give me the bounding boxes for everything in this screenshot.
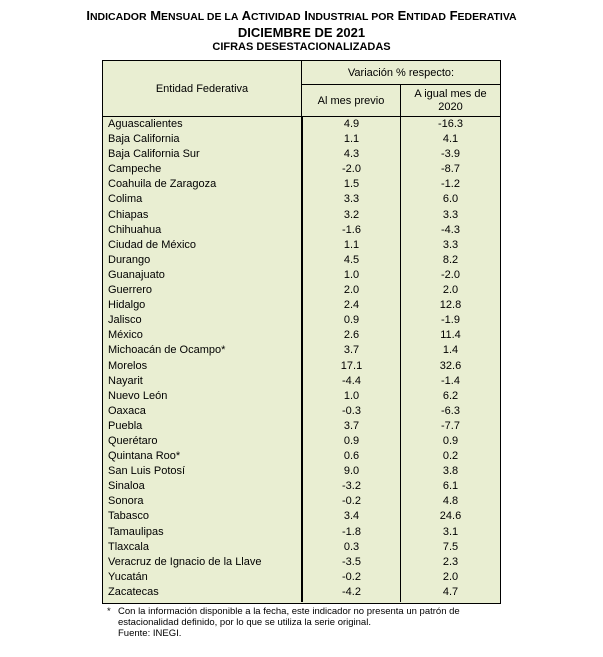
prev-month-cell: -0.2 <box>342 570 361 583</box>
header-variation-group: Variación % respecto: <box>302 61 500 85</box>
table-row <box>103 479 500 494</box>
entity-cell: Hidalgo <box>108 299 146 312</box>
entity-cell: San Luis Potosí <box>108 465 186 478</box>
table-row <box>103 449 500 464</box>
same-month-cell: 2.0 <box>442 570 459 583</box>
same-month-cell: -16.3 <box>437 118 464 130</box>
entity-cell: Nayarit <box>108 374 143 387</box>
footnotes <box>107 606 507 639</box>
entity-cell: Michoacán de Ocampo* <box>108 344 226 357</box>
table-row <box>103 540 500 555</box>
prev-month-cell: -3.5 <box>342 555 361 568</box>
table-row <box>103 313 500 328</box>
same-month-cell: 4.1 <box>442 133 459 146</box>
entity-cell: Chihuahua <box>108 223 162 236</box>
prev-month-cell: 17.1 <box>340 359 363 372</box>
table-row <box>103 132 500 147</box>
same-month-cell: -1.9 <box>441 314 460 327</box>
table-row <box>103 525 500 540</box>
same-month-cell: -8.7 <box>441 163 460 176</box>
entity-cell: Baja California <box>108 133 180 146</box>
same-month-cell: 3.3 <box>442 208 459 221</box>
footnote-text: Con la información disponible a la fecha, este indicador no presenta un patrón de estacionalidad definido, por lo que se utiliza la serie original. <box>118 606 460 628</box>
entity-cell: Yucatán <box>108 570 148 583</box>
table-row <box>103 434 500 449</box>
prev-month-cell: 3.4 <box>343 510 360 523</box>
prev-month-cell: 4.3 <box>343 148 360 161</box>
prev-month-cell: 4.9 <box>343 118 360 130</box>
same-month-cell: 2.3 <box>442 555 459 568</box>
data-table <box>102 60 501 604</box>
prev-month-cell: 0.9 <box>343 434 360 447</box>
same-month-cell: -6.3 <box>441 404 460 417</box>
entity-cell: Baja California Sur <box>108 148 200 161</box>
entity-cell: Querétaro <box>108 434 158 447</box>
same-month-cell: -1.2 <box>441 178 460 191</box>
table-row <box>103 555 500 570</box>
prev-month-cell: -1.6 <box>342 223 361 236</box>
same-month-cell: 2.0 <box>442 284 459 297</box>
same-month-cell: 4.8 <box>442 495 459 508</box>
entity-cell: Tabasco <box>108 510 149 523</box>
table-row <box>103 192 500 207</box>
same-month-cell: 0.2 <box>442 450 459 463</box>
same-month-cell: 3.8 <box>442 465 459 478</box>
table-row <box>103 268 500 283</box>
prev-month-cell: 3.7 <box>343 419 360 432</box>
same-month-cell: 6.1 <box>442 480 459 493</box>
prev-month-cell: 2.4 <box>343 299 360 312</box>
entity-cell: Tlaxcala <box>108 540 149 553</box>
report-title: INDICADOR MENSUAL DE LA ACTIVIDAD INDUSTRIAL POR ENTIDAD FEDERATIVA <box>86 8 517 23</box>
entity-cell: Chiapas <box>108 208 149 221</box>
same-month-cell: 24.6 <box>439 510 462 523</box>
table-body <box>103 117 500 600</box>
table-row <box>103 283 500 298</box>
header-same-month-2020: A igual mes de 2020 <box>414 87 487 113</box>
same-month-cell: -1.4 <box>441 374 460 387</box>
prev-month-cell: 1.5 <box>343 178 360 191</box>
source-note: Fuente: INEGI. <box>118 628 182 639</box>
prev-month-cell: -4.4 <box>342 374 361 387</box>
table-row <box>103 464 500 479</box>
same-month-cell: -2.0 <box>441 268 460 281</box>
same-month-cell: -4.3 <box>441 223 460 236</box>
entity-cell: Coahuila de Zaragoza <box>108 178 217 191</box>
prev-month-cell: 4.5 <box>343 253 360 266</box>
report-date: DICIEMBRE DE 2021 <box>237 25 366 40</box>
entity-cell: Aguascalientes <box>108 118 183 130</box>
same-month-cell: 0.9 <box>442 434 459 447</box>
entity-cell: Zacatecas <box>108 585 159 598</box>
entity-cell: Colima <box>108 193 143 206</box>
table-row <box>103 328 500 343</box>
same-month-cell: 11.4 <box>440 329 461 342</box>
same-month-cell: -3.9 <box>441 148 460 161</box>
table-header <box>103 61 500 117</box>
table-row <box>103 238 500 253</box>
same-month-cell: -7.7 <box>441 419 460 432</box>
entity-cell: Puebla <box>108 419 143 432</box>
entity-cell: Veracruz de Ignacio de la Llave <box>108 555 262 568</box>
table-row <box>103 117 500 132</box>
entity-cell: México <box>108 329 143 342</box>
entity-cell: Guanajuato <box>108 268 165 281</box>
table-row <box>103 509 500 524</box>
table-row <box>103 404 500 419</box>
prev-month-cell: 1.1 <box>343 133 360 146</box>
table-row <box>103 359 500 374</box>
prev-month-cell: 0.6 <box>343 450 360 463</box>
prev-month-cell: 2.0 <box>343 284 360 297</box>
prev-month-cell: -1.8 <box>342 525 361 538</box>
prev-month-cell: 1.0 <box>343 268 360 281</box>
same-month-cell: 7.5 <box>442 540 459 553</box>
header-prev-month: Al mes previo <box>302 85 401 116</box>
prev-month-cell: 3.7 <box>343 344 360 357</box>
table-row <box>103 389 500 404</box>
same-month-cell: 6.0 <box>442 193 459 206</box>
footnote-asterisk: * <box>107 606 111 617</box>
prev-month-cell: -0.2 <box>342 495 361 508</box>
table-row <box>103 253 500 268</box>
title-block <box>0 8 603 54</box>
table-row <box>103 494 500 509</box>
entity-cell: Durango <box>108 253 151 266</box>
table-row <box>103 585 500 600</box>
entity-cell: Oaxaca <box>108 404 146 417</box>
table-row <box>103 223 500 238</box>
entity-cell: Guerrero <box>108 284 153 297</box>
entity-cell: Tamaulipas <box>108 525 164 538</box>
entity-cell: Nuevo León <box>108 389 168 402</box>
entity-cell: Quintana Roo* <box>108 450 181 463</box>
prev-month-cell: -2.0 <box>342 163 361 176</box>
same-month-cell: 6.2 <box>442 389 459 402</box>
prev-month-cell: -0.3 <box>342 404 361 417</box>
prev-month-cell: 9.0 <box>343 465 360 478</box>
prev-month-cell: 3.3 <box>343 193 360 206</box>
table-row <box>103 177 500 192</box>
prev-month-cell: 0.3 <box>343 540 360 553</box>
table-row <box>103 570 500 585</box>
entity-cell: Sinaloa <box>108 480 145 493</box>
prev-month-cell: -4.2 <box>342 585 361 598</box>
table-row <box>103 162 500 177</box>
entity-cell: Campeche <box>108 163 162 176</box>
table-row <box>103 147 500 162</box>
entity-cell: Sonora <box>108 495 144 508</box>
table-row <box>103 419 500 434</box>
table-row <box>103 298 500 313</box>
table-row <box>103 208 500 223</box>
entity-cell: Ciudad de México <box>108 238 197 251</box>
prev-month-cell: 1.1 <box>343 238 360 251</box>
prev-month-cell: 2.6 <box>343 329 360 342</box>
same-month-cell: 3.1 <box>442 525 459 538</box>
table-row <box>103 343 500 358</box>
prev-month-cell: 1.0 <box>343 389 360 402</box>
prev-month-cell: 3.2 <box>343 208 360 221</box>
same-month-cell: 4.7 <box>442 585 459 598</box>
same-month-cell: 1.4 <box>442 344 459 357</box>
table-row <box>103 374 500 389</box>
same-month-cell: 3.3 <box>442 238 459 251</box>
report-subtitle: CIFRAS DESESTACIONALIZADAS <box>212 41 391 53</box>
header-entity: Entidad Federativa <box>103 61 302 116</box>
same-month-cell: 32.6 <box>439 359 462 372</box>
entity-cell: Morelos <box>108 359 148 372</box>
same-month-cell: 12.8 <box>439 299 462 312</box>
same-month-cell: 8.2 <box>442 253 459 266</box>
prev-month-cell: 0.9 <box>343 314 360 327</box>
entity-cell: Jalisco <box>108 314 142 327</box>
prev-month-cell: -3.2 <box>342 480 361 493</box>
